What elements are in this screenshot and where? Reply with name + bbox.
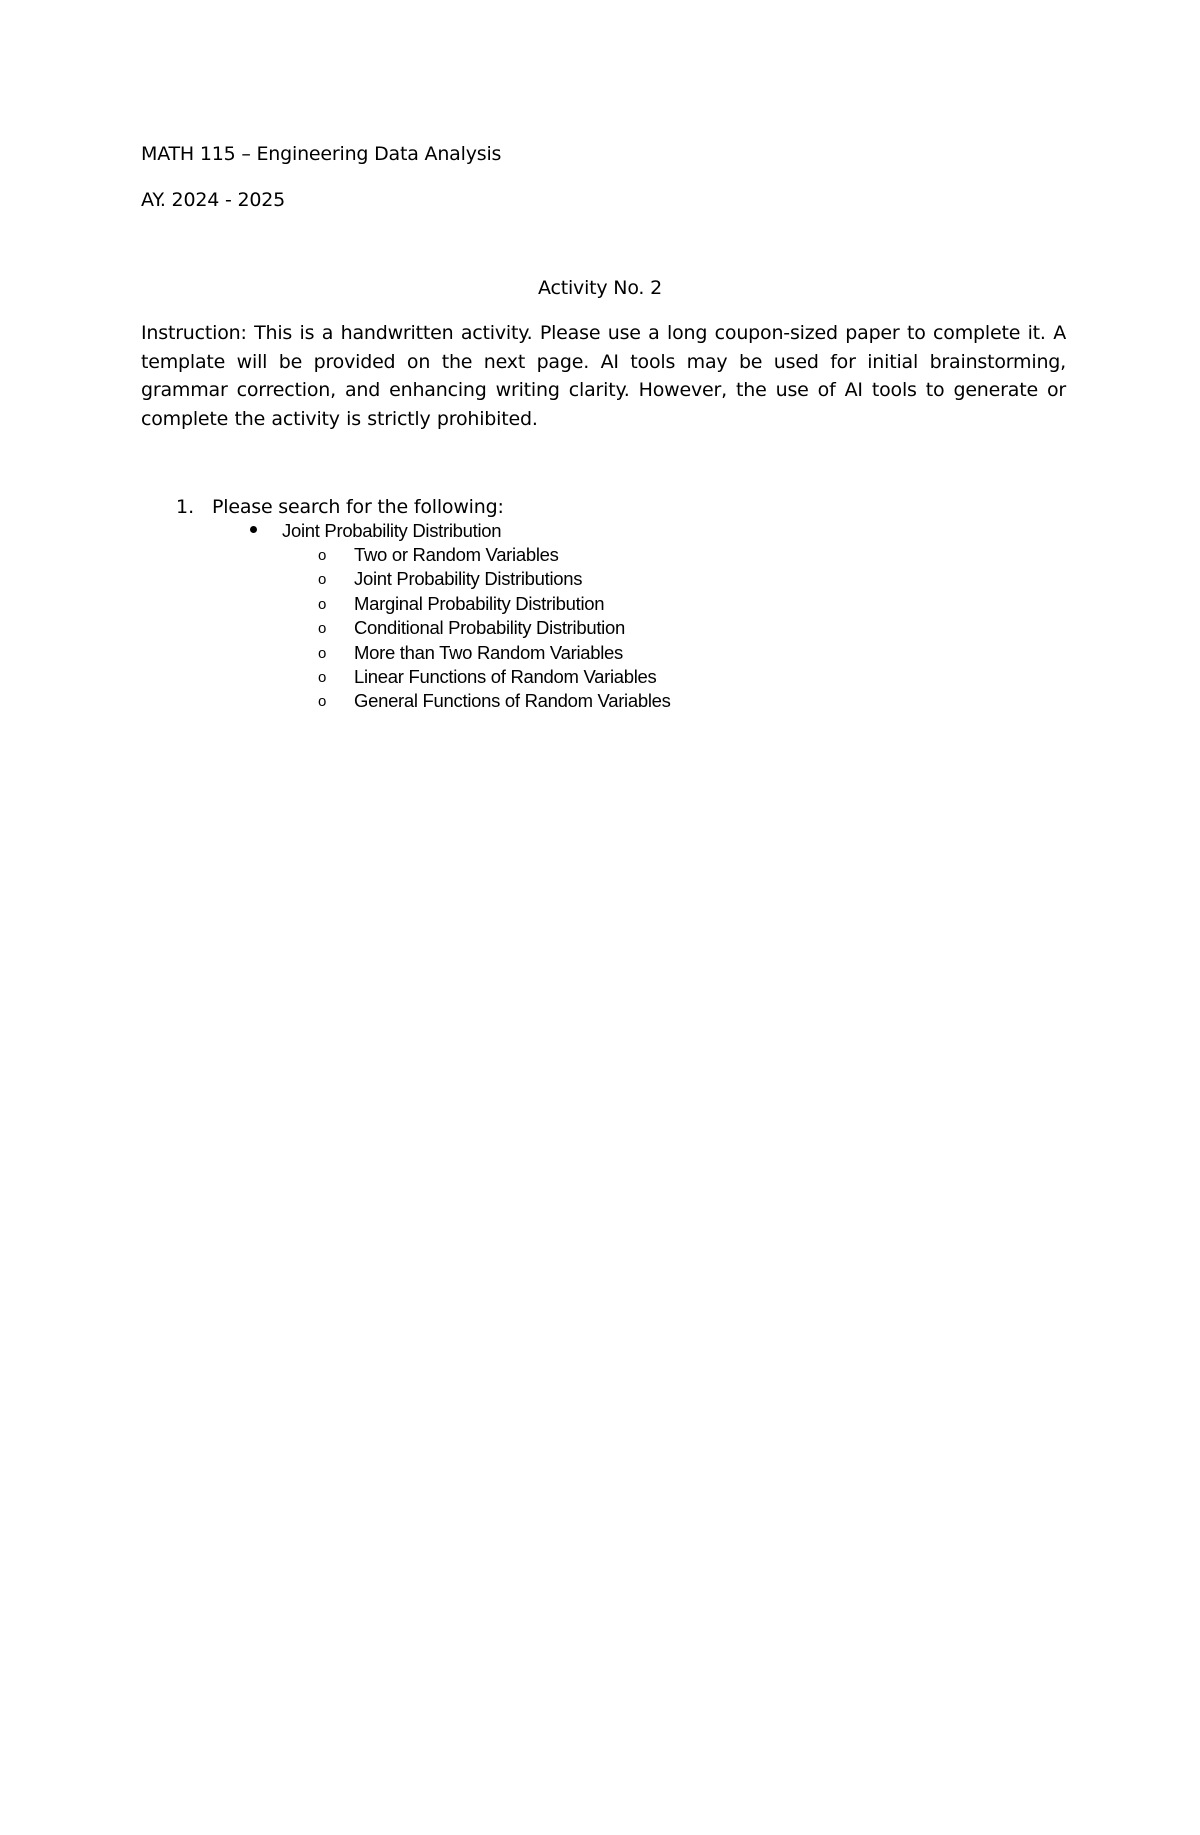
subtopic-item xyxy=(0,616,1200,640)
subtopic-label: Marginal Probability Distribution xyxy=(354,592,605,614)
subtopic-label: Joint Probability Distributions xyxy=(354,568,583,590)
subtopic-list xyxy=(0,543,1200,714)
circle-bullet-icon: o xyxy=(318,620,327,638)
subtopic-item xyxy=(0,592,1200,616)
subtopic-item xyxy=(0,665,1200,689)
circle-bullet-icon: o xyxy=(318,644,327,662)
topic-item: Joint Probability Distribution xyxy=(282,520,502,541)
bullet-dot-icon xyxy=(250,526,257,533)
subtopic-item xyxy=(0,567,1200,591)
activity-title: Activity No. 2 xyxy=(538,277,662,299)
question-number: 1. xyxy=(176,496,195,518)
course-title: MATH 115 – Engineering Data Analysis xyxy=(141,143,502,165)
subtopic-label: General Functions of Random Variables xyxy=(354,690,671,712)
subtopic-item xyxy=(0,641,1200,665)
subtopic-item xyxy=(0,543,1200,567)
circle-bullet-icon: o xyxy=(318,595,327,613)
subtopic-label: Two or Random Variables xyxy=(354,544,559,565)
subtopic-label: Conditional Probability Distribution xyxy=(354,617,625,639)
subtopic-label: Linear Functions of Random Variables xyxy=(354,665,657,687)
circle-bullet-icon: o xyxy=(318,547,327,564)
question-text: Please search for the following: xyxy=(212,496,504,518)
instruction-paragraph: Instruction: This is a handwritten activity. Please use a long coupon-sized paper to complete it. A template will be provided on the next page. AI tools may be used for initial brainstorming, grammar correction, and enhancing writing clarity. However, the use of AI tools to generate or complete the activity is strictly prohibited. xyxy=(141,322,1066,430)
academic-year: AY. 2024 - 2025 xyxy=(141,189,285,211)
circle-bullet-icon: o xyxy=(318,668,327,686)
subtopic-label: More than Two Random Variables xyxy=(354,641,623,663)
subtopic-item xyxy=(0,689,1200,713)
circle-bullet-icon: o xyxy=(318,571,327,589)
circle-bullet-icon: o xyxy=(318,693,327,711)
